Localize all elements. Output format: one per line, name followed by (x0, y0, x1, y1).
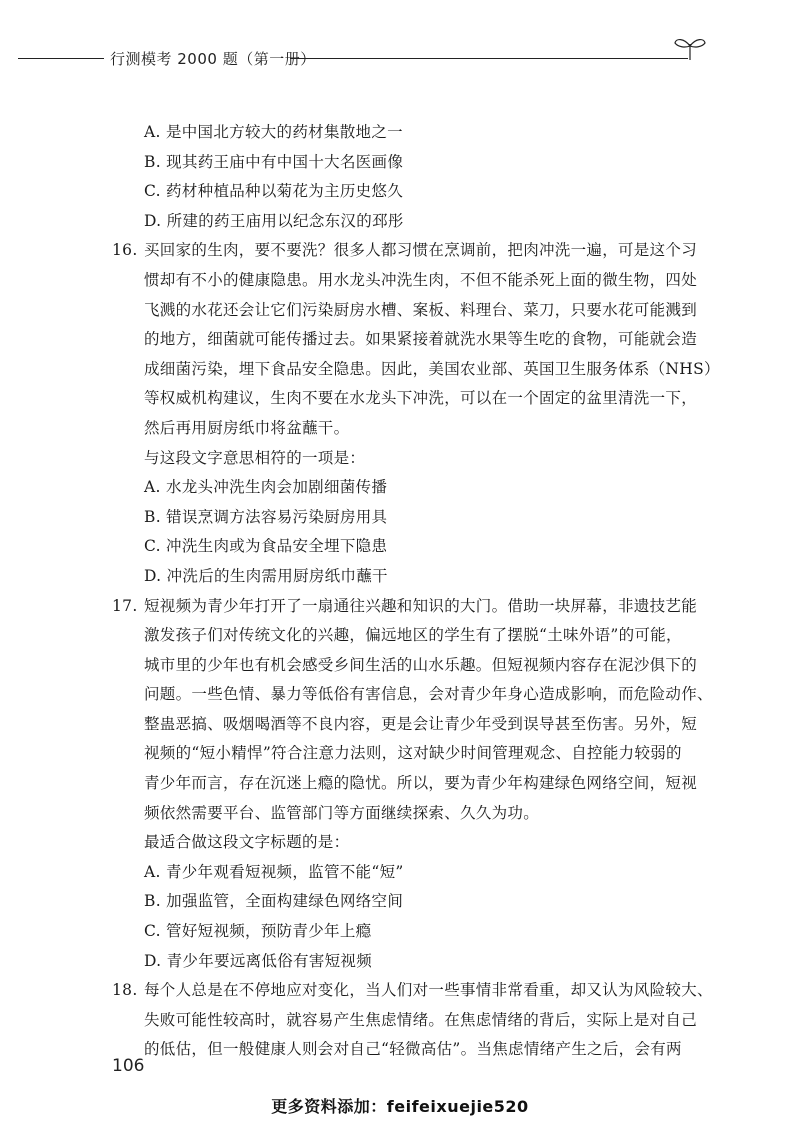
running-header (0, 40, 800, 80)
question-number: 17. (112, 596, 138, 615)
passage-line: 然后再用厨房纸巾将盆蘸干。 (144, 418, 350, 437)
passage-line: 城市里的少年也有机会感受乡间生活的山水乐趣。但短视频内容存在泥沙俱下的 (144, 655, 698, 674)
passage-line: 问题。一些色情、暴力等低俗有害信息，会对青少年身心造成影响，而危险动作、 (144, 685, 713, 704)
question-number: 16. (112, 241, 138, 260)
option-d: D. 所建的药王庙用以纪念东汉的邳彤 (144, 211, 404, 230)
page-content (112, 118, 720, 1065)
passage-line: 惯却有不小的健康隐患。用水龙头冲洗生肉，不但不能杀死上面的微生物，四处 (144, 270, 698, 289)
question-number: 18. (112, 981, 138, 1000)
question-15-options (112, 118, 712, 236)
passage-line: 的低估，但一般健康人则会对自己“轻微高估”。当焦虑情绪产生之后，会有两 (144, 1040, 682, 1059)
question-prompt: 与这段文字意思相符的一项是： (144, 448, 366, 467)
passage-line: 激发孩子们对传统文化的兴趣，偏远地区的学生有了摆脱“土味外语”的可能， (144, 626, 682, 645)
passage-line: 失败可能性较高时，就容易产生焦虑情绪。在焦虑情绪的背后，实际上是对自己 (144, 1010, 698, 1029)
passage-line: 每个人总是在不停地应对变化，当人们对一些事情非常看重，却又认为风险较大、 (144, 981, 713, 1000)
question-18 (112, 976, 712, 1065)
watermark-text: 更多资料添加：feifeixuejie520 (271, 1097, 529, 1116)
passage-line: 买回家的生肉，要不要洗？很多人都习惯在烹调前，把肉冲洗一遍，可是这个习 (144, 241, 698, 260)
passage-line: 整蛊恶搞、吸烟喝酒等不良内容，更是会让青少年受到误导甚至伤害。另外，短 (144, 714, 698, 733)
option-c: C. 药材种植品种以菊花为主历史悠久 (144, 182, 404, 201)
option-b: B. 现其药王庙中有中国十大名医画像 (144, 152, 404, 171)
passage-line: 青少年而言，存在沉迷上瘾的隐忧。所以，要为青少年构建绿色网络空间，短视 (144, 774, 698, 793)
option-b: B. 错误烹调方法容易污染厨房用具 (144, 507, 388, 526)
option-d: D. 冲洗后的生肉需用厨房纸巾蘸干 (144, 566, 388, 585)
header-title: 行测模考 2000 题（第一册） (110, 50, 316, 68)
page-number: 106 (112, 1056, 145, 1076)
passage-line: 频依然需要平台、监管部门等方面继续探索、久久为功。 (144, 803, 540, 822)
passage-line: 成细菌污染，埋下食品安全隐患。因此，美国农业部、英国卫生服务体系（NHS） (144, 359, 720, 378)
option-a: A. 水龙头冲洗生肉会加剧细菌传播 (144, 478, 388, 497)
option-a: A. 是中国北方较大的药材集散地之一 (144, 123, 403, 141)
question-17 (112, 592, 712, 977)
question-prompt: 最适合做这段文字标题的是： (144, 833, 350, 852)
header-rule-right (290, 58, 688, 59)
option-c: C. 冲洗生肉或为食品安全埋下隐患 (144, 537, 388, 556)
sprout-icon (672, 34, 708, 64)
question-16 (112, 236, 720, 591)
passage-line: 的地方，细菌就可能传播过去。如果紧接着就洗水果等生吃的食物，可能就会造 (144, 330, 698, 349)
option-a: A. 青少年观看短视频，监管不能“短” (144, 862, 404, 881)
passage-line: 等权威机构建议，生肉不要在水龙头下冲洗，可以在一个固定的盆里清洗一下， (144, 389, 698, 408)
passage-line: 飞溅的水花还会让它们污染厨房水槽、案板、料理台、菜刀，只要水花可能溅到 (144, 300, 698, 319)
header-rule-left (18, 58, 104, 59)
passage-line: 视频的“短小精悍”符合注意力法则，这对缺少时间管理观念、自控能力较弱的 (144, 744, 682, 763)
passage-line: 短视频为青少年打开了一扇通往兴趣和知识的大门。借助一块屏幕，非遗技艺能 (144, 596, 698, 615)
option-b: B. 加强监管，全面构建绿色网络空间 (144, 892, 404, 911)
option-c: C. 管好短视频，预防青少年上瘾 (144, 922, 372, 941)
option-d: D. 青少年要远离低俗有害短视频 (144, 951, 373, 970)
